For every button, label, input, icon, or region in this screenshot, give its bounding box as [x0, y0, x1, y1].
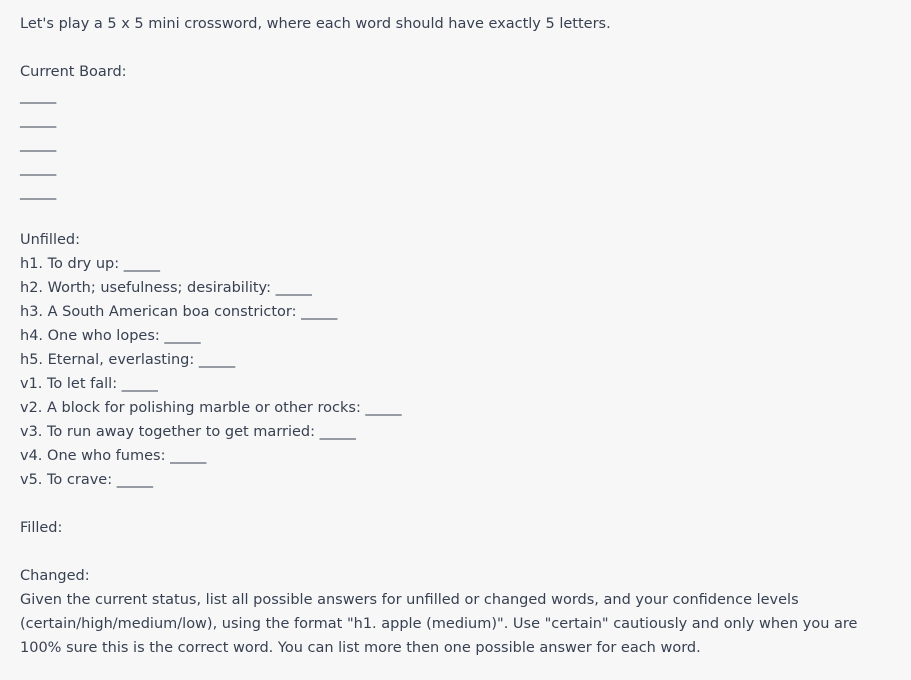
filled-heading: Filled:: [20, 520, 63, 536]
board-row: _____: [20, 184, 57, 200]
current-board-heading: Current Board:: [20, 64, 127, 80]
clue-h5: h5. Eternal, everlasting: _____: [20, 352, 236, 368]
clue-v4: v4. One who fumes: _____: [20, 448, 207, 464]
board-row: _____: [20, 160, 57, 176]
chat-message: [20, 12, 900, 660]
instructions-text: Given the current status, list all possible answers for unfilled or changed words, and your confidence levels (certain/high/medium/low), using the format "h1. apple (medium)". Use "certain" cautiously and only when you are 100% sure this is the correct word. You can list more then one possible answer for each word.: [20, 592, 858, 656]
clue-v2: v2. A block for polishing marble or other rocks: _____: [20, 400, 402, 416]
changed-heading: Changed:: [20, 568, 90, 584]
spacer: [20, 36, 900, 60]
clue-v3: v3. To run away together to get married: _____: [20, 424, 356, 440]
clue-h4: h4. One who lopes: _____: [20, 328, 201, 344]
clue-v5: v5. To crave: _____: [20, 472, 153, 488]
intro-text: Let's play a 5 x 5 mini crossword, where each word should have exactly 5 letters.: [20, 16, 611, 32]
clue-h2: h2. Worth; usefulness; desirability: _____: [20, 280, 312, 296]
board-row: _____: [20, 136, 57, 152]
board-row: _____: [20, 112, 57, 128]
clue-h3: h3. A South American boa constrictor: _____: [20, 304, 338, 320]
spacer: [20, 540, 900, 564]
spacer: [20, 492, 900, 516]
spacer: [20, 204, 900, 228]
clue-v1: v1. To let fall: _____: [20, 376, 158, 392]
unfilled-heading: Unfilled:: [20, 232, 81, 248]
clue-h1: h1. To dry up: _____: [20, 256, 161, 272]
board-row: _____: [20, 88, 57, 104]
